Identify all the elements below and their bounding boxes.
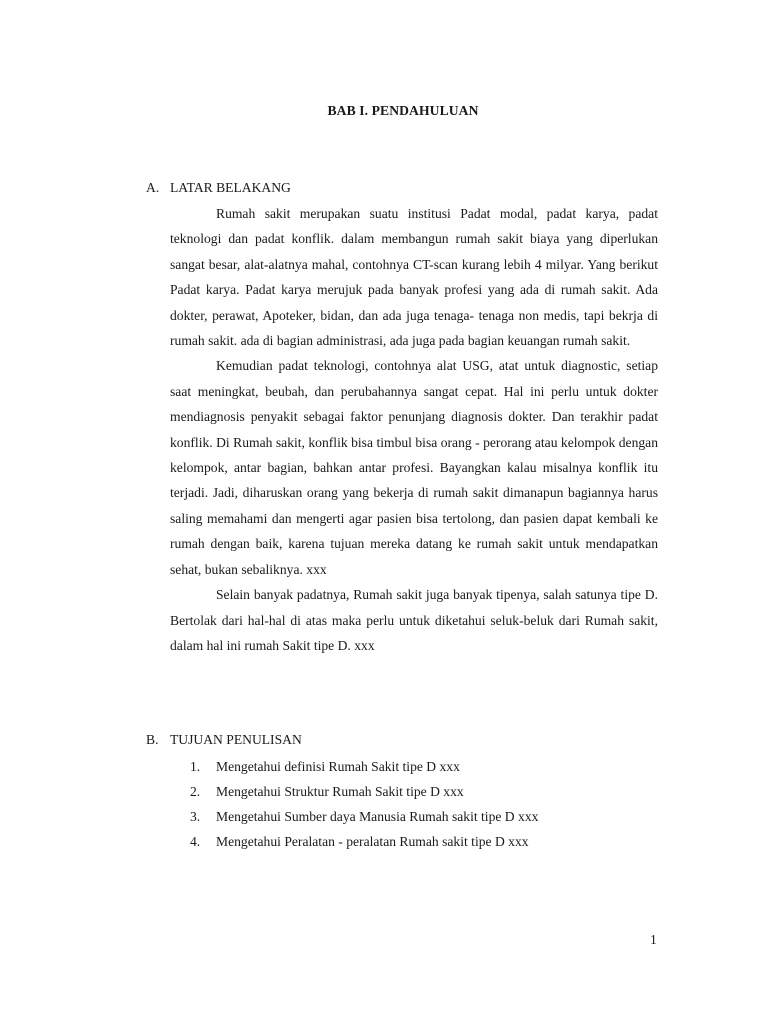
list-item-text: Mengetahui definisi Rumah Sakit tipe D xxx xyxy=(216,759,460,774)
list-item xyxy=(170,779,538,804)
section-a-title: LATAR BELAKANG xyxy=(170,180,291,195)
paragraph: Rumah sakit merupakan suatu institusi Padat modal, padat karya, padat teknologi dan padat konflik. dalam membangun rumah sakit biaya yang diperlukan sangat besar, alat-alatnya mahal, contohnya CT-scan kurang lebih 4 milyar. Yang berikut Padat karya. Padat karya merujuk pada banyak profesi yang ada di rumah sakit. Ada dokter, perawat, Apoteker, bidan, dan ada juga tenaga- tenaga non medis, tapi bekrja di rumah sakit. ada di bagian administrasi, ada juga pada bagian keuangan rumah sakit. xyxy=(170,206,658,349)
list-number: 3. xyxy=(190,809,201,824)
section-a-letter: A. xyxy=(146,180,160,195)
list-number: 4. xyxy=(190,834,201,849)
section-a-heading xyxy=(146,180,291,196)
list-item xyxy=(170,754,538,779)
paragraph: Selain banyak padatnya, Rumah sakit juga banyak tipenya, salah satunya tipe D. Bertolak dari hal-hal di atas maka perlu untuk diketahui seluk-beluk dari Rumah sakit, dalam hal ini rumah Sakit tipe D. xxx xyxy=(170,587,658,653)
list-item xyxy=(170,829,538,854)
list-item-text: Mengetahui Struktur Rumah Sakit tipe D xxx xyxy=(216,784,464,799)
list-item-text: Mengetahui Peralatan - peralatan Rumah sakit tipe D xxx xyxy=(216,834,529,849)
paragraph: Kemudian padat teknologi, contohnya alat USG, atat untuk diagnostic, setiap saat meningkat, beubah, dan perubahannya sangat cepat. Hal ini perlu untuk dokter mendiagnosis penyakit sebagai faktor penunjang diagnosis dokter. Dan terakhir padat konflik. Di Rumah sakit, konflik bisa timbul bisa orang - perorang atau kelompok dengan kelompok, antar bagian, bahkan antar profesi. Bayangkan kalau misalnya konflik itu terjadi. Jadi, diharuskan orang yang bekerja di rumah sakit dimanapun bagiannya harus saling memahami dan mengerti agar pasien bisa tertolong, dan pasien dapat kembali ke rumah dengan baik, karena tujuan mereka datang ke rumah sakit untuk mendapatkan sehat, bukan sebaliknya. xxx xyxy=(170,358,658,577)
section-b-title: TUJUAN PENULISAN xyxy=(170,732,302,747)
chapter-title: BAB I. PENDAHULUAN xyxy=(327,103,479,118)
list-number: 2. xyxy=(190,784,201,799)
list-number: 1. xyxy=(190,759,201,774)
objectives-list xyxy=(170,754,538,854)
section-b-heading xyxy=(146,732,302,748)
list-item-text: Mengetahui Sumber daya Manusia Rumah sakit tipe D xxx xyxy=(216,809,539,824)
section-a-body xyxy=(170,201,658,658)
page-number: 1 xyxy=(650,932,657,947)
list-item xyxy=(170,804,538,829)
section-b-letter: B. xyxy=(146,732,159,747)
